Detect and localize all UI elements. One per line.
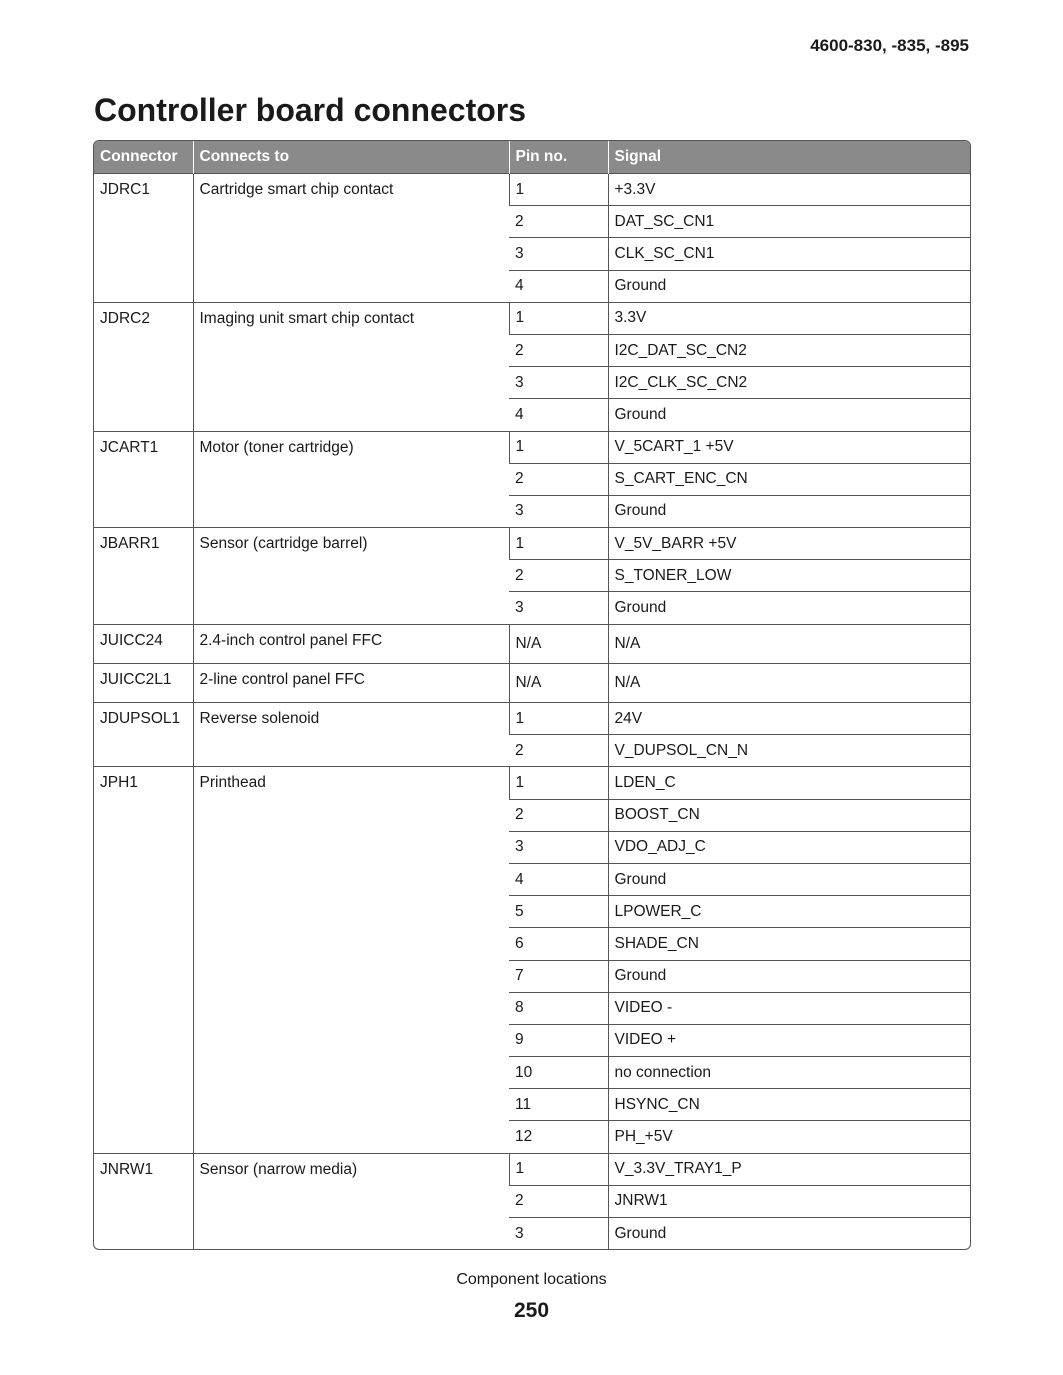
connects-to-cell: Sensor (narrow media) [193, 1153, 509, 1249]
signal-cell: BOOST_CN [608, 799, 970, 831]
signal-cell: Ground [608, 1218, 970, 1250]
pin-number-cell: N/A [509, 624, 608, 663]
signal-cell: V_DUPSOL_CN_N [608, 735, 970, 767]
connector-cell: JDRC1 [94, 174, 193, 303]
connects-to-cell: Sensor (cartridge barrel) [193, 528, 509, 625]
pin-number-cell: 2 [509, 206, 608, 238]
pin-number-cell: 4 [509, 863, 608, 895]
column-header-connects-to: Connects to [193, 141, 509, 174]
connector-cell: JUICC24 [94, 624, 193, 663]
pin-number-cell: 3 [509, 1218, 608, 1250]
connects-to-cell: Cartridge smart chip contact [193, 174, 509, 303]
signal-cell: 24V [608, 703, 970, 735]
pin-number-cell: 3 [509, 495, 608, 527]
pin-number-cell: 11 [509, 1089, 608, 1121]
signal-cell: Ground [608, 270, 970, 302]
signal-cell: HSYNC_CN [608, 1089, 970, 1121]
signal-cell: N/A [608, 624, 970, 663]
pin-number-cell: 4 [509, 399, 608, 431]
connector-cell: JBARR1 [94, 528, 193, 625]
pin-number-cell: 1 [509, 528, 608, 560]
pin-number-cell: 2 [509, 463, 608, 495]
connects-to-cell: Printhead [193, 767, 509, 1153]
pin-number-cell: N/A [509, 663, 608, 702]
signal-cell: I2C_DAT_SC_CN2 [608, 334, 970, 366]
signal-cell: S_TONER_LOW [608, 560, 970, 592]
table-row [94, 174, 970, 206]
connects-to-cell: Imaging unit smart chip contact [193, 302, 509, 431]
signal-cell: no connection [608, 1057, 970, 1089]
pin-number-cell: 3 [509, 238, 608, 270]
pin-number-cell: 2 [509, 334, 608, 366]
pin-number-cell: 1 [509, 1153, 608, 1185]
connects-to-cell: 2.4-inch control panel FFC [193, 624, 509, 663]
signal-cell: Ground [608, 960, 970, 992]
page-title: Controller board connectors [94, 92, 527, 128]
footer-section-label: Component locations [456, 1271, 607, 1288]
connector-cell: JUICC2L1 [94, 663, 193, 702]
connector-cell: JCART1 [94, 431, 193, 528]
signal-cell: I2C_CLK_SC_CN2 [608, 367, 970, 399]
pin-number-cell: 6 [509, 928, 608, 960]
pin-number-cell: 9 [509, 1024, 608, 1056]
pin-number-cell: 1 [509, 174, 608, 206]
signal-cell: 3.3V [608, 302, 970, 334]
connector-cell: JDUPSOL1 [94, 703, 193, 767]
table-row [94, 302, 970, 334]
connects-to-cell: 2-line control panel FFC [193, 663, 509, 702]
pin-number-cell: 2 [509, 1185, 608, 1217]
pin-number-cell: 2 [509, 799, 608, 831]
table-row [94, 624, 970, 663]
pin-number-cell: 2 [509, 560, 608, 592]
pin-number-cell: 3 [509, 831, 608, 863]
pin-number-cell: 3 [509, 592, 608, 624]
column-header-signal: Signal [608, 141, 970, 174]
pin-number-cell: 10 [509, 1057, 608, 1089]
signal-cell: V_5V_BARR +5V [608, 528, 970, 560]
signal-cell: LDEN_C [608, 767, 970, 799]
pin-number-cell: 1 [509, 431, 608, 463]
column-header-connector: Connector [94, 141, 193, 174]
table-row [94, 663, 970, 702]
signal-cell: VDO_ADJ_C [608, 831, 970, 863]
signal-cell: V_5CART_1 +5V [608, 431, 970, 463]
connector-table [94, 141, 970, 1249]
signal-cell: JNRW1 [608, 1185, 970, 1217]
pin-number-cell: 1 [509, 302, 608, 334]
signal-cell: PH_+5V [608, 1121, 970, 1153]
signal-cell: VIDEO + [608, 1024, 970, 1056]
connector-cell: JPH1 [94, 767, 193, 1153]
pin-number-cell: 4 [509, 270, 608, 302]
pin-number-cell: 8 [509, 992, 608, 1024]
table-row [94, 431, 970, 463]
table-row [94, 767, 970, 799]
signal-cell: S_CART_ENC_CN [608, 463, 970, 495]
table-row [94, 528, 970, 560]
signal-cell: SHADE_CN [608, 928, 970, 960]
signal-cell: +3.3V [608, 174, 970, 206]
model-header: 4600-830, -835, -895 [810, 36, 969, 55]
connector-cell: JNRW1 [94, 1153, 193, 1249]
signal-cell: CLK_SC_CN1 [608, 238, 970, 270]
table-header-row [94, 141, 970, 174]
signal-cell: VIDEO - [608, 992, 970, 1024]
connector-cell: JDRC2 [94, 302, 193, 431]
connector-table-container [93, 140, 971, 1250]
signal-cell: Ground [608, 495, 970, 527]
signal-cell: LPOWER_C [608, 896, 970, 928]
connects-to-cell: Reverse solenoid [193, 703, 509, 767]
table-row [94, 1153, 970, 1185]
column-header-pin-no: Pin no. [509, 141, 608, 174]
pin-number-cell: 3 [509, 367, 608, 399]
signal-cell: Ground [608, 592, 970, 624]
pin-number-cell: 2 [509, 735, 608, 767]
table-row [94, 703, 970, 735]
pin-number-cell: 12 [509, 1121, 608, 1153]
signal-cell: DAT_SC_CN1 [608, 206, 970, 238]
pin-number-cell: 7 [509, 960, 608, 992]
signal-cell: Ground [608, 863, 970, 895]
signal-cell: N/A [608, 663, 970, 702]
page-number: 250 [513, 1299, 550, 1322]
signal-cell: Ground [608, 399, 970, 431]
table-body [94, 174, 970, 1250]
pin-number-cell: 1 [509, 767, 608, 799]
signal-cell: V_3.3V_TRAY1_P [608, 1153, 970, 1185]
pin-number-cell: 5 [509, 896, 608, 928]
connects-to-cell: Motor (toner cartridge) [193, 431, 509, 528]
pin-number-cell: 1 [509, 703, 608, 735]
